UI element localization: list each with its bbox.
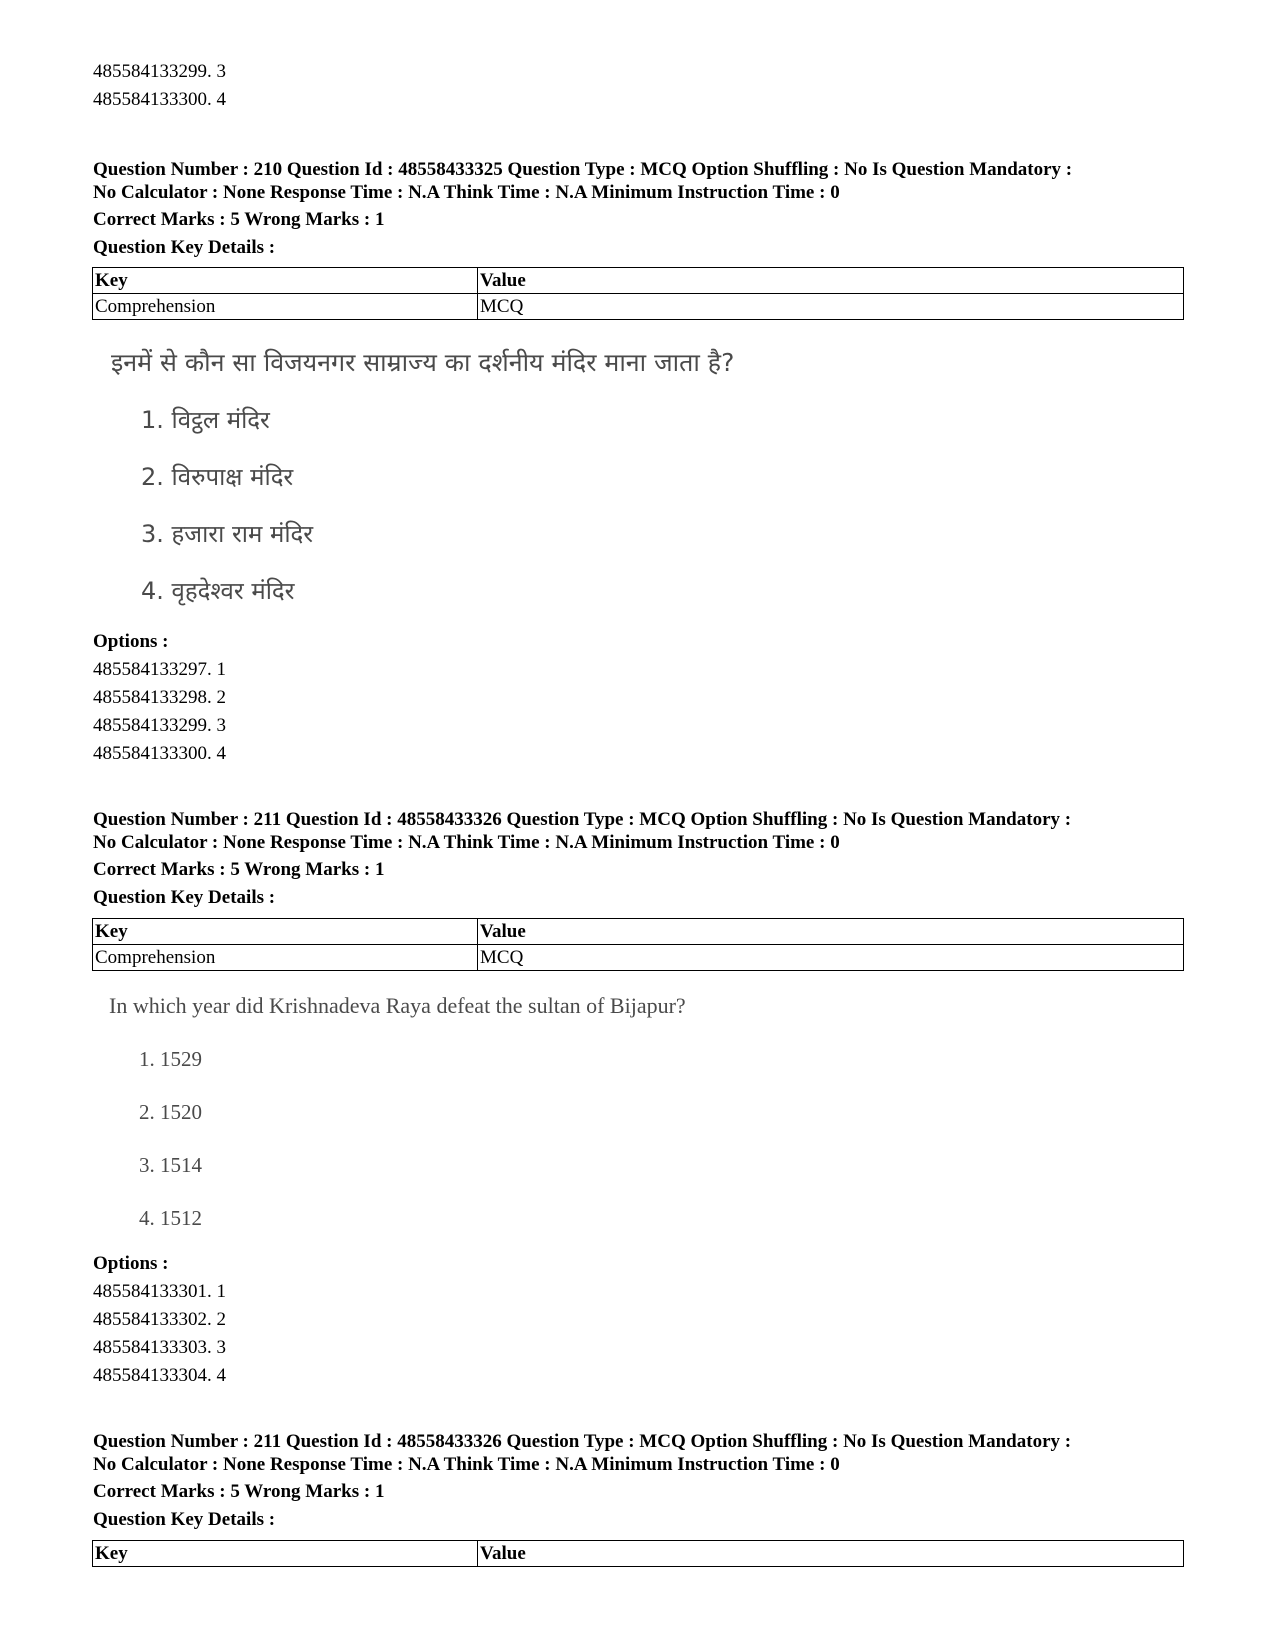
table-header-key: Key	[93, 919, 478, 945]
choice-item: 4. 1512	[139, 1206, 202, 1230]
marks-line: Correct Marks : 5 Wrong Marks : 1	[93, 1481, 385, 1502]
key-details-table	[92, 918, 1184, 971]
options-label: Options :	[93, 1253, 169, 1274]
table-cell-value: MCQ	[478, 294, 1184, 320]
question-text: In which year did Krishnadeva Raya defeat the sultan of Bijapur?	[109, 993, 686, 1018]
question-header-line2: No Calculator : None Response Time : N.A Think Time : N.A Minimum Instruction Time : 0	[93, 1454, 840, 1475]
key-details-label: Question Key Details :	[93, 1509, 276, 1530]
table-header-value: Value	[478, 268, 1184, 294]
option-line: 485584133303. 3	[93, 1337, 226, 1358]
choice-item: 2. विरुपाक्ष मंदिर	[141, 463, 294, 491]
option-line: 485584133298. 2	[93, 687, 226, 708]
question-header-line1: Question Number : 211 Question Id : 48558433326 Question Type : MCQ Option Shuffling : No Is Question Mandatory :	[93, 1431, 1072, 1452]
option-line: 485584133302. 2	[93, 1309, 226, 1330]
table-header-value: Value	[478, 1541, 1184, 1567]
options-label: Options :	[93, 631, 169, 652]
choice-item: 4. वृहदेश्वर मंदिर	[141, 577, 295, 605]
option-line: 485584133299. 3	[93, 61, 226, 82]
table-header-key: Key	[93, 268, 478, 294]
key-details-table	[92, 1540, 1184, 1567]
choice-item: 3. 1514	[139, 1153, 202, 1177]
table-header-key: Key	[93, 1541, 478, 1567]
option-line: 485584133304. 4	[93, 1365, 226, 1386]
option-line: 485584133299. 3	[93, 715, 226, 736]
question-header-line1: Question Number : 210 Question Id : 48558433325 Question Type : MCQ Option Shuffling : No Is Question Mandatory :	[93, 159, 1073, 180]
choice-item: 3. हजारा राम मंदिर	[141, 520, 314, 548]
marks-line: Correct Marks : 5 Wrong Marks : 1	[93, 209, 385, 230]
key-details-label: Question Key Details :	[93, 237, 276, 258]
question-header-line2: No Calculator : None Response Time : N.A Think Time : N.A Minimum Instruction Time : 0	[93, 832, 840, 853]
choice-item: 1. 1529	[139, 1047, 202, 1071]
table-cell-key: Comprehension	[93, 945, 478, 971]
question-header-line2: No Calculator : None Response Time : N.A Think Time : N.A Minimum Instruction Time : 0	[93, 182, 840, 203]
table-cell-key: Comprehension	[93, 294, 478, 320]
option-line: 485584133300. 4	[93, 89, 226, 110]
table-header-value: Value	[478, 919, 1184, 945]
marks-line: Correct Marks : 5 Wrong Marks : 1	[93, 859, 385, 880]
table-cell-value: MCQ	[478, 945, 1184, 971]
option-line: 485584133301. 1	[93, 1281, 226, 1302]
question-header-line1: Question Number : 211 Question Id : 48558433326 Question Type : MCQ Option Shuffling : No Is Question Mandatory :	[93, 809, 1072, 830]
question-text: इनमें से कौन सा विजयनगर साम्राज्य का दर्शनीय मंदिर माना जाता है?	[111, 348, 735, 377]
key-details-table	[92, 267, 1184, 320]
choice-item: 2. 1520	[139, 1100, 202, 1124]
option-line: 485584133300. 4	[93, 743, 226, 764]
option-line: 485584133297. 1	[93, 659, 226, 680]
choice-item: 1. विट्ठल मंदिर	[141, 406, 270, 434]
key-details-label: Question Key Details :	[93, 887, 276, 908]
